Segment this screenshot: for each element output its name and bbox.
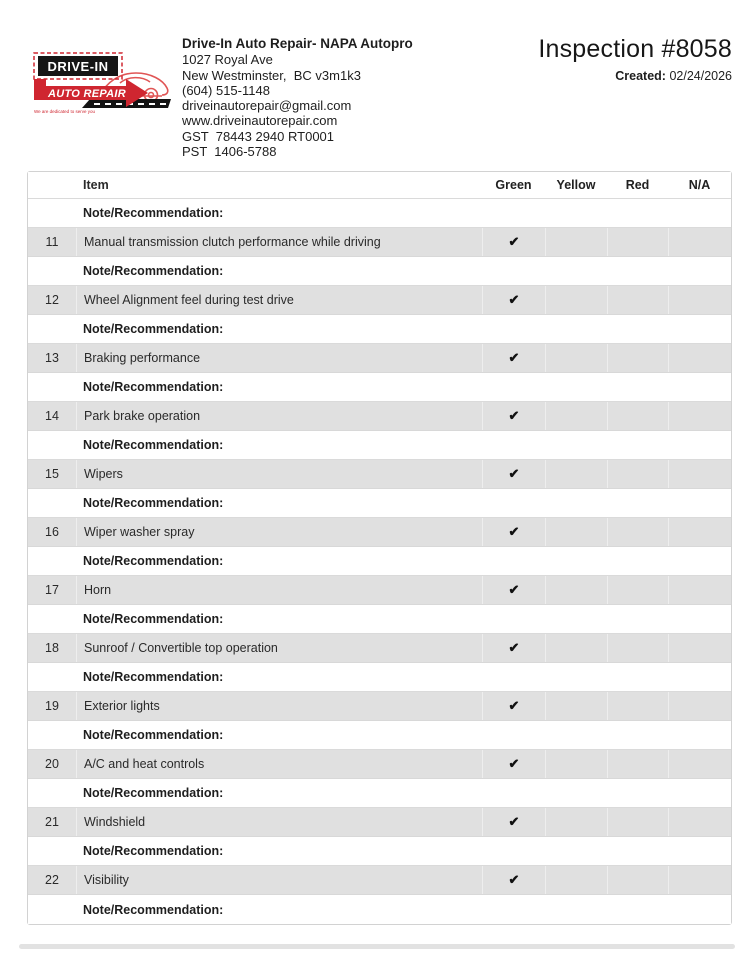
company-address-line1: 1027 Royal Ave <box>182 52 273 68</box>
status-cell-red <box>607 808 668 836</box>
note-row <box>28 547 731 576</box>
note-label: Note/Recommendation: <box>83 206 224 220</box>
inspection-item-row <box>28 518 731 547</box>
note-row <box>28 489 731 518</box>
company-phone: (604) 515-1148 <box>182 82 270 98</box>
inspection-item-row <box>28 576 731 605</box>
item-label: Visibility <box>76 866 482 894</box>
status-cell-red <box>607 228 668 256</box>
page-section-separator <box>19 944 735 949</box>
note-row <box>28 605 731 634</box>
status-cell-green: ✔ <box>482 692 545 720</box>
status-cell-green: ✔ <box>482 228 545 256</box>
inspection-item-row <box>28 692 731 721</box>
logo-tagline: We are dedicated to serve you <box>34 109 95 114</box>
inspection-table <box>27 171 732 925</box>
column-header-green: Green <box>495 178 532 192</box>
item-number: 20 <box>45 757 59 771</box>
status-cell-green: ✔ <box>482 402 545 430</box>
status-cell-na <box>668 634 731 662</box>
item-number: 22 <box>45 873 59 887</box>
logo-drive-in-box <box>34 53 122 79</box>
item-label: Wiper washer spray <box>76 518 482 546</box>
company-logo <box>24 52 172 116</box>
status-cell-yellow <box>545 750 607 778</box>
note-row <box>28 257 731 286</box>
status-cell-green: ✔ <box>482 344 545 372</box>
status-cell-green: ✔ <box>482 576 545 604</box>
status-cell-na <box>668 344 731 372</box>
status-cell-yellow <box>545 576 607 604</box>
status-cell-red <box>607 344 668 372</box>
inspection-item-row <box>28 402 731 431</box>
status-cell-yellow <box>545 228 607 256</box>
note-row <box>28 895 731 924</box>
item-label: Braking performance <box>76 344 482 372</box>
company-gst: GST 78443 2940 RT0001 <box>182 128 335 144</box>
status-cell-yellow <box>545 344 607 372</box>
company-address-line2: New Westminster, BC v3m1k3 <box>182 67 361 83</box>
note-label: Note/Recommendation: <box>83 844 224 858</box>
company-website: www.driveinautorepair.com <box>182 113 338 129</box>
table-header-row <box>28 172 731 199</box>
logo-bottom-text: AUTO REPAIR <box>47 88 127 100</box>
company-email: driveinautorepair@gmail.com <box>182 98 352 114</box>
note-row <box>28 373 731 402</box>
status-cell-na <box>668 750 731 778</box>
inspection-item-row <box>28 228 731 257</box>
note-label: Note/Recommendation: <box>83 322 224 336</box>
status-cell-yellow <box>545 518 607 546</box>
status-cell-na <box>668 228 731 256</box>
status-cell-na <box>668 692 731 720</box>
status-cell-red <box>607 866 668 894</box>
logo-top-text: DRIVE-IN <box>47 59 109 74</box>
item-label: Sunroof / Convertible top operation <box>76 634 482 662</box>
status-cell-na <box>668 460 731 488</box>
note-row <box>28 837 731 866</box>
item-number: 19 <box>45 699 59 713</box>
note-label: Note/Recommendation: <box>83 786 224 800</box>
note-label: Note/Recommendation: <box>83 554 224 568</box>
status-cell-yellow <box>545 866 607 894</box>
item-number: 13 <box>45 351 59 365</box>
note-label: Note/Recommendation: <box>83 902 224 917</box>
inspection-item-row <box>28 460 731 489</box>
item-label: Windshield <box>76 808 482 836</box>
item-number: 11 <box>45 235 59 249</box>
note-label: Note/Recommendation: <box>83 264 224 278</box>
status-cell-na <box>668 518 731 546</box>
status-cell-na <box>668 808 731 836</box>
status-cell-green: ✔ <box>482 460 545 488</box>
item-number: 12 <box>45 293 59 307</box>
item-label: Exterior lights <box>76 692 482 720</box>
inspection-table-body <box>28 199 731 924</box>
item-label: Park brake operation <box>76 402 482 430</box>
status-cell-yellow <box>545 286 607 314</box>
note-row <box>28 779 731 808</box>
status-cell-red <box>607 576 668 604</box>
status-cell-green: ✔ <box>482 866 545 894</box>
inspection-created <box>538 69 732 83</box>
status-cell-yellow <box>545 460 607 488</box>
status-cell-green: ✔ <box>482 518 545 546</box>
item-label: Manual transmission clutch performance while driving <box>76 228 482 256</box>
inspection-title: Inspection #8058 <box>538 35 732 63</box>
note-label: Note/Recommendation: <box>83 728 224 742</box>
column-header-yellow: Yellow <box>556 178 596 192</box>
created-date: 02/24/2026 <box>669 69 732 83</box>
company-name: Drive-In Auto Repair- NAPA Autopro <box>182 36 413 51</box>
note-row <box>28 315 731 344</box>
status-cell-yellow <box>545 808 607 836</box>
note-row <box>28 721 731 750</box>
inspection-title-block <box>538 35 732 83</box>
note-row <box>28 199 731 228</box>
note-label: Note/Recommendation: <box>83 380 224 394</box>
status-cell-red <box>607 750 668 778</box>
note-label: Note/Recommendation: <box>83 438 224 452</box>
status-cell-yellow <box>545 402 607 430</box>
status-cell-green: ✔ <box>482 634 545 662</box>
item-label: A/C and heat controls <box>76 750 482 778</box>
company-info <box>182 36 413 159</box>
item-number: 14 <box>45 409 59 423</box>
company-pst: PST 1406-5788 <box>182 144 277 160</box>
status-cell-red <box>607 460 668 488</box>
status-cell-na <box>668 402 731 430</box>
inspection-item-row <box>28 750 731 779</box>
item-label: Wipers <box>76 460 482 488</box>
status-cell-red <box>607 518 668 546</box>
item-number: 18 <box>45 641 59 655</box>
item-number: 17 <box>45 583 59 597</box>
item-label: Horn <box>76 576 482 604</box>
status-cell-na <box>668 866 731 894</box>
inspection-item-row <box>28 866 731 895</box>
inspection-item-row <box>28 634 731 663</box>
inspection-item-row <box>28 344 731 373</box>
status-cell-red <box>607 286 668 314</box>
item-number: 16 <box>45 525 59 539</box>
item-number: 15 <box>45 467 59 481</box>
status-cell-na <box>668 286 731 314</box>
note-label: Note/Recommendation: <box>83 496 224 510</box>
status-cell-green: ✔ <box>482 750 545 778</box>
status-cell-na <box>668 576 731 604</box>
note-row <box>28 663 731 692</box>
inspection-item-row <box>28 286 731 315</box>
status-cell-red <box>607 634 668 662</box>
column-header-item: Item <box>83 178 109 192</box>
note-label: Note/Recommendation: <box>83 612 224 626</box>
created-label: Created: <box>615 69 666 83</box>
status-cell-yellow <box>545 692 607 720</box>
item-number: 21 <box>45 815 59 829</box>
note-label: Note/Recommendation: <box>83 670 224 684</box>
status-cell-yellow <box>545 634 607 662</box>
column-header-number <box>28 172 76 198</box>
status-cell-green: ✔ <box>482 808 545 836</box>
note-row <box>28 431 731 460</box>
status-cell-green: ✔ <box>482 286 545 314</box>
column-header-na: N/A <box>688 178 711 192</box>
item-label: Wheel Alignment feel during test drive <box>76 286 482 314</box>
status-cell-red <box>607 402 668 430</box>
status-cell-red <box>607 692 668 720</box>
inspection-item-row <box>28 808 731 837</box>
column-header-red: Red <box>625 178 650 192</box>
